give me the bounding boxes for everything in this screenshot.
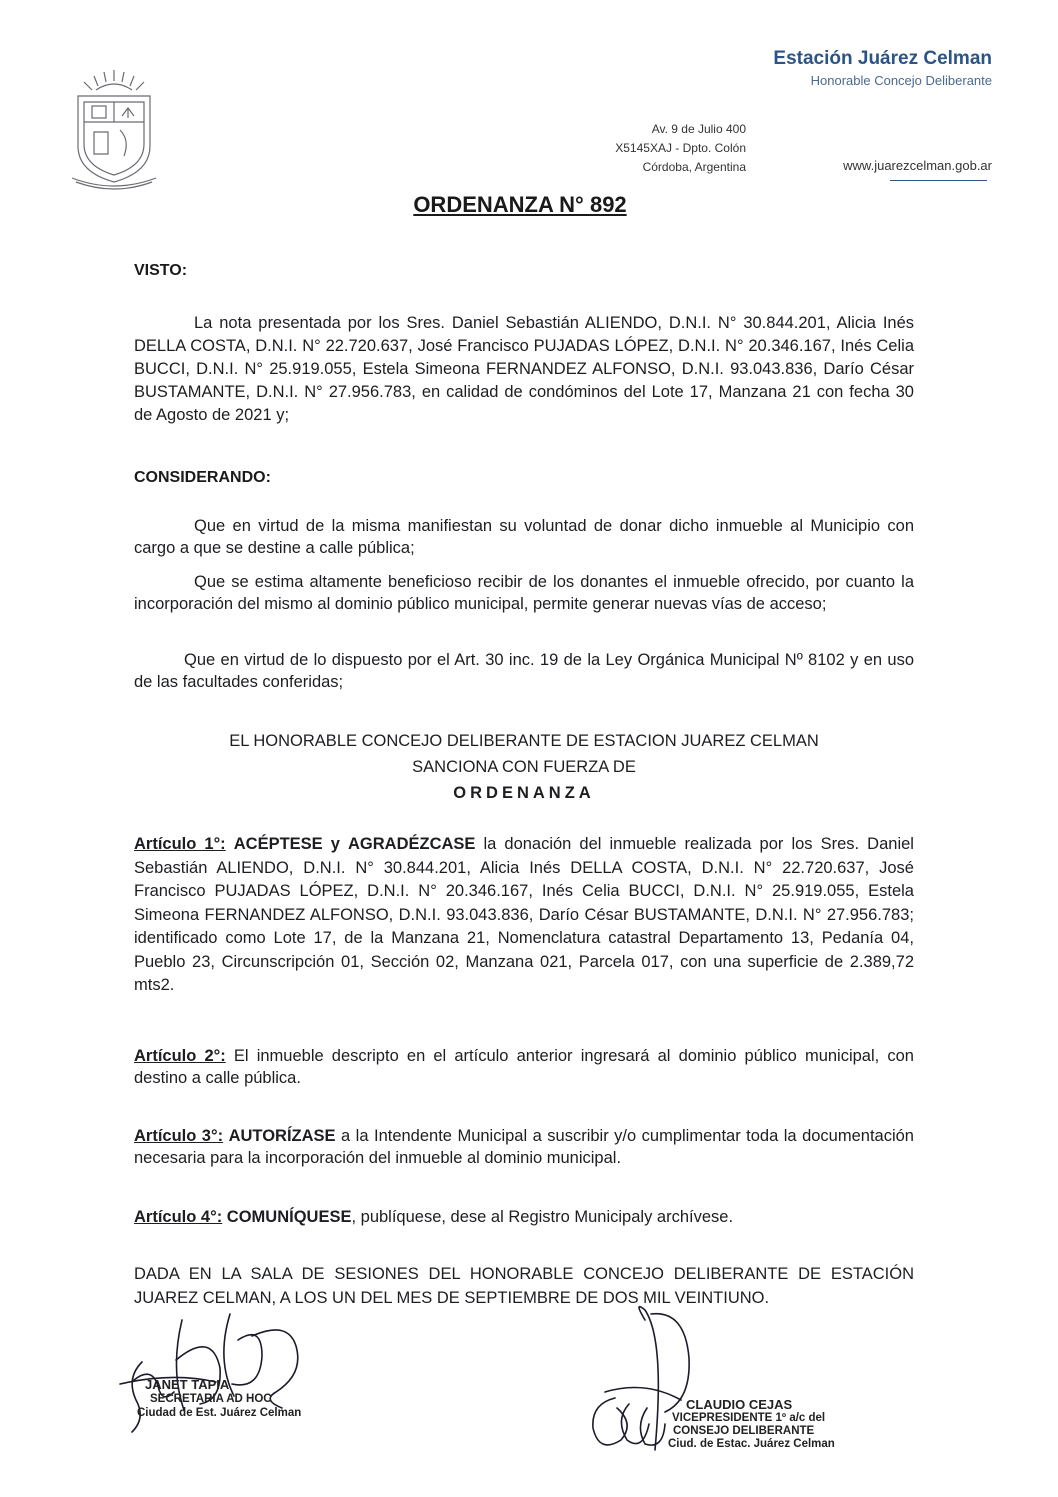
considerando-paragraph-1: Que en virtud de la misma manifiestan su voluntad de donar dicho inmueble al Municipio con cargo a que se destine a calle pública; (134, 517, 914, 557)
right-signer-name: CLAUDIO CEJAS (686, 1397, 793, 1412)
address-line-2: X5145XAJ - Dpto. Colón (615, 141, 746, 155)
article-4-text: , publíquese, dese al Registro Municipaly archívese. (351, 1208, 734, 1226)
visto-heading: VISTO: (134, 262, 188, 279)
left-signer-name: JANET TAPIA (145, 1377, 230, 1392)
visto-paragraph: La nota presentada por los Sres. Daniel Sebastián ALIENDO, D.N.I. N° 30.844.201, Alicia Inés DELLA COSTA, D.N.I. N° 22.720.637, José Francisco PUJADAS LÓPEZ, D.N.I. N° 20.346.167, Inés Celia BUCCI, D.N.I. N° 25.919.055, Estela Simeona FERNANDEZ ALFONSO, D.N.I. 93.043.836, Darío César BUSTAMANTE, D.N.I. N° 27.956.783, en calidad de condóminos del Lote 17, Manzana 21 con fecha 30 de Agosto de 2021 y; (134, 314, 914, 424)
article-2 (134, 1045, 914, 1089)
article-1-emphasis-accept: ACÉPTESE (233, 835, 323, 853)
left-signer-role: SECRETARIA AD HOC (150, 1393, 272, 1405)
considerando-paragraph-3: Que en virtud de lo dispuesto por el Art. 30 inc. 19 de la Ley Orgánica Municipal Nº 8102 y en uso de las facultades conferidas; (134, 651, 914, 691)
article-1-text: la donación del inmueble realizada por los Sres. Daniel Sebastián ALIENDO, D.N.I. N° 30.844.201, Alicia Inés DELLA COSTA, D.N.I. N° 22.720.637, José Francisco PUJADAS LÓPEZ, D.N.I. N° 20.346.167, Inés Celia BUCCI, D.N.I. N° 25.919.055, Estela Simeona FERNANDEZ ALFONSO, D.N.I. 93.043.836, Darío César BUSTAMANTE, D.N.I. N° 27.956.783; identificado como Lote 17, de la Manzana 21, Nomenclatura catastral Departamento 13, Pedanía 04, Pueblo 23, Circunscripción 01, Sección 02, Manzana 021, Parcela 017, con una superficie de 2.389,72 mts2. (134, 835, 914, 994)
address-line-3: Córdoba, Argentina (642, 160, 746, 174)
article-1-emphasis-thank: AGRADÉZCASE (347, 835, 476, 853)
left-signer-org: Ciudad de Est. Juárez Celman (137, 1407, 302, 1419)
article-1 (134, 833, 914, 998)
brand-title: Estación Juárez Celman (773, 48, 992, 69)
document-title: ORDENANZA N° 892 (413, 192, 627, 217)
article-1-heading: Artículo 1°: (134, 835, 226, 853)
municipal-crest-logo (68, 68, 160, 192)
header-divider (890, 180, 987, 181)
article-4-emphasis: COMUNÍQUESE (226, 1208, 352, 1226)
article-3-heading: Artículo 3°: (134, 1127, 224, 1145)
article-4-heading: Artículo 4°: (134, 1208, 223, 1226)
considerando-heading: CONSIDERANDO: (134, 469, 271, 486)
right-signer-role-2: CONSEJO DELIBERANTE (673, 1425, 815, 1437)
article-1-conjunction: y (330, 835, 340, 853)
article-3-text: a la Intendente Municipal a suscribir y/o cumplimentar toda la documentación necesaria para la incorporación del inmueble al dominio municipal. (134, 1127, 914, 1167)
address-line-1: Av. 9 de Julio 400 (651, 122, 746, 136)
article-3-emphasis: AUTORÍZASE (228, 1127, 336, 1145)
sanciona-line-2: SANCIONA CON FUERZA DE (412, 758, 636, 776)
article-2-heading: Artículo 2°: (134, 1047, 226, 1065)
article-3 (134, 1125, 914, 1169)
website-link[interactable]: www.juarezcelman.gob.ar (843, 158, 992, 173)
article-2-text: El inmueble descripto en el artículo anterior ingresará al dominio público municipal, con destino a calle pública. (134, 1047, 914, 1087)
dada-closing: DADA EN LA SALA DE SESIONES DEL HONORABLE CONCEJO DELIBERANTE DE ESTACIÓN JUAREZ CELMAN, A LOS UN DEL MES DE SEPTIEMBRE DE DOS MIL VEINTIUNO. (134, 1265, 914, 1307)
article-4 (134, 1206, 914, 1228)
considerando-paragraph-2: Que se estima altamente beneficioso recibir de los donantes el inmueble ofrecido, por cuanto la incorporación del mismo al dominio público municipal, permite generar nuevas vías de acceso; (134, 573, 914, 613)
brand-subtitle: Honorable Concejo Deliberante (810, 73, 992, 88)
sanciona-line-1: EL HONORABLE CONCEJO DELIBERANTE DE ESTACION JUAREZ CELMAN (229, 732, 819, 750)
right-signer-org: Ciud. de Estac. Juárez Celman (668, 1438, 835, 1450)
ordenanza-heading: ORDENANZA (453, 784, 595, 802)
right-signer-role: VICEPRESIDENTE 1º a/c del (672, 1412, 826, 1424)
